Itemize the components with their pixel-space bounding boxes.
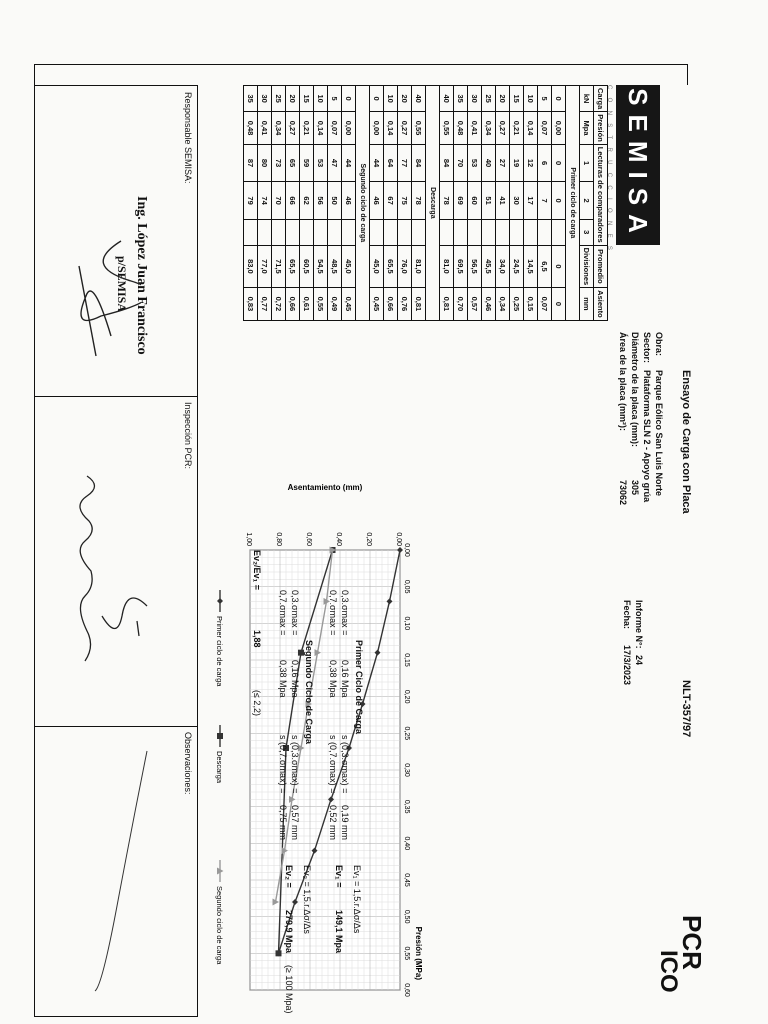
table-cell: 20 <box>398 86 412 112</box>
table-cell: 0,48 <box>244 112 258 145</box>
obra-value: Parque Eólico San Luis Norte <box>654 370 664 497</box>
c2-m1: 0,57 mm <box>290 805 300 841</box>
table-row <box>524 86 538 321</box>
table-cell: 77 <box>398 144 412 182</box>
fecha-value: 17/3/2023 <box>622 645 632 686</box>
x-tick-label: 0,20 <box>403 689 410 704</box>
table-cell <box>272 219 286 245</box>
legend-marker <box>217 733 223 739</box>
table-cell: 5 <box>538 86 552 112</box>
section-title: Primer ciclo de carga <box>566 86 580 321</box>
insp-label: Inspección PCR: <box>183 402 193 470</box>
obra-label: Obra: <box>654 332 664 357</box>
c2-m2: 0,75 mm <box>278 805 288 841</box>
table-row <box>412 86 426 321</box>
resp-company: p/SEMISA <box>115 256 129 313</box>
table-cell: 0,66 <box>286 288 300 321</box>
table-cell: 0,83 <box>244 288 258 321</box>
c2-l1: 0,3.σmax = <box>290 590 300 636</box>
table-cell: 0,27 <box>496 112 510 145</box>
x-tick-label: 0,25 <box>403 726 410 741</box>
table-row <box>342 86 356 321</box>
th-unit: Divisiones <box>580 245 594 288</box>
table-cell: 0,72 <box>272 288 286 321</box>
table-cell: 20 <box>286 86 300 112</box>
y-axis-label: Asentamiento (mm) <box>287 483 363 492</box>
table-cell: 0,41 <box>258 112 272 145</box>
table-cell: 0,14 <box>524 112 538 145</box>
table-cell <box>552 219 566 245</box>
table-cell <box>482 219 496 245</box>
table-cell: 45,5 <box>482 245 496 288</box>
y-tick-label: 0,40 <box>335 532 342 546</box>
table-row <box>286 86 300 321</box>
c1-s2: s (0,7.σmax) = <box>328 735 338 794</box>
ev2-note: (≥ 100 Mpa) <box>284 965 294 1014</box>
table-cell: 79 <box>244 182 258 220</box>
table-cell: 87 <box>244 144 258 182</box>
table-cell <box>454 219 468 245</box>
table-cell: 0 <box>552 144 566 182</box>
insp-signature-icon <box>67 466 157 686</box>
x-tick-label: 0,10 <box>403 616 410 631</box>
table-row <box>538 86 552 321</box>
table-cell: 41 <box>496 182 510 220</box>
readings-table <box>243 85 608 321</box>
y-tick-label: 0,60 <box>305 532 312 546</box>
c1-m1: 0,19 mm <box>340 805 350 841</box>
table-cell: 0,25 <box>510 288 524 321</box>
legend-label: Primer ciclo de carga <box>215 616 224 687</box>
fecha-label: Fecha: <box>622 600 632 630</box>
table-cell: 65,5 <box>286 245 300 288</box>
x-axis-label: Presión (MPa) <box>414 926 423 980</box>
x-tick-label: 0,05 <box>403 579 410 594</box>
table-cell: 27 <box>496 144 510 182</box>
table-cell: 73 <box>272 144 286 182</box>
table-cell: 65 <box>286 144 300 182</box>
table-row <box>454 86 468 321</box>
table-cell: 62 <box>300 182 314 220</box>
table-cell <box>510 219 524 245</box>
table-cell: 0,81 <box>412 288 426 321</box>
c2-s2: s (0,7.σmax) = <box>278 735 288 794</box>
section-title: Segundo ciclo de carga <box>356 86 370 321</box>
table-cell: 0,57 <box>468 288 482 321</box>
table-row <box>482 86 496 321</box>
signature-block <box>34 85 198 1017</box>
ev1-value: 149,1 Mpa <box>334 910 344 954</box>
ev2-formula: Ev₂ = 1,5.r.Δσ/Δs <box>302 865 312 934</box>
table-row <box>328 86 342 321</box>
table-row <box>300 86 314 321</box>
table-cell: 56,5 <box>468 245 482 288</box>
table-cell <box>496 219 510 245</box>
table-row <box>314 86 328 321</box>
table-cell <box>440 219 454 245</box>
table-cell: 0,49 <box>328 288 342 321</box>
table-cell: 10 <box>524 86 538 112</box>
semisa-logo: SEMISA <box>616 85 660 245</box>
c1-l1: 0,3.σmax = <box>340 590 350 636</box>
section-title: Descarga <box>426 86 440 321</box>
th-presion: Presión <box>594 112 608 145</box>
c2-l2: 0,7.σmax = <box>278 590 288 636</box>
th-lecturas: Lecturas de comparadores <box>594 144 608 245</box>
table-row <box>244 86 258 321</box>
x-tick-label: 0,50 <box>403 909 410 924</box>
ico-logo: ICO <box>655 950 682 993</box>
table-cell: 0,48 <box>454 112 468 145</box>
table-row <box>272 86 286 321</box>
table-cell: 0,07 <box>538 112 552 145</box>
table-cell: 24,5 <box>510 245 524 288</box>
y-tick-label: 0,80 <box>275 532 282 546</box>
table-cell <box>384 219 398 245</box>
table-cell: 70 <box>454 144 468 182</box>
table-cell: 30 <box>258 86 272 112</box>
table-row <box>384 86 398 321</box>
table-cell: 53 <box>468 144 482 182</box>
table-cell: 0,45 <box>370 288 384 321</box>
table-cell: 70 <box>272 182 286 220</box>
table-cell: 12 <box>524 144 538 182</box>
ratio-note: (≤ 2,2) <box>252 690 262 716</box>
th-unit: kN <box>580 86 594 112</box>
y-tick-label: 0,00 <box>395 532 402 546</box>
c1-v1: 0,16 Mpa <box>340 660 350 698</box>
table-cell: 0,55 <box>440 112 454 145</box>
table-cell: 15 <box>300 86 314 112</box>
table-cell: 83,0 <box>244 245 258 288</box>
table-cell: 30 <box>510 182 524 220</box>
table-cell: 81,0 <box>440 245 454 288</box>
obs-label: Observaciones: <box>183 732 193 795</box>
table-cell: 34,0 <box>496 245 510 288</box>
x-tick-label: 0,55 <box>403 946 410 961</box>
table-cell <box>538 219 552 245</box>
semisa-logo-subtitle: CONSTRUCCIONES <box>606 85 612 259</box>
c1-s1: s (0,3.σmax) = <box>340 735 350 794</box>
table-cell: 0,41 <box>468 112 482 145</box>
table-cell <box>342 219 356 245</box>
table-cell: 0,66 <box>384 288 398 321</box>
table-row <box>440 86 454 321</box>
table-cell: 35 <box>454 86 468 112</box>
norm-code: NLT-357/97 <box>680 680 692 738</box>
table-cell <box>244 219 258 245</box>
table-cell <box>398 219 412 245</box>
table-cell: 59 <box>300 144 314 182</box>
ev1-formula: Ev₁ = 1,5.r.Δσ/Δs <box>352 865 362 934</box>
pcr-logo: PCR <box>677 915 707 970</box>
table-cell: 0 <box>552 245 566 288</box>
table-cell: 84 <box>440 144 454 182</box>
ratio-value: 1,88 <box>252 630 262 648</box>
table-cell: 60,5 <box>300 245 314 288</box>
table-cell: 45,0 <box>370 245 384 288</box>
table-cell: 60 <box>468 182 482 220</box>
table-cell: 0 <box>552 182 566 220</box>
table-cell: 71,5 <box>272 245 286 288</box>
table-cell: 0,45 <box>342 288 356 321</box>
table-cell: 6 <box>538 144 552 182</box>
table-cell: 20 <box>496 86 510 112</box>
table-row <box>258 86 272 321</box>
table-cell: 0,34 <box>272 112 286 145</box>
informe-value: 24 <box>634 655 644 666</box>
informe-label: Informe N°: <box>634 600 644 649</box>
table-cell: 0,14 <box>384 112 398 145</box>
table-cell: 48,5 <box>328 245 342 288</box>
table-cell: 74 <box>258 182 272 220</box>
x-tick-label: 0,30 <box>403 763 410 777</box>
table-row <box>370 86 384 321</box>
table-cell: 46 <box>342 182 356 220</box>
resp-label: Responsable SEMISA: <box>183 92 193 184</box>
area-label: Área de la placa (mm²): <box>618 332 628 432</box>
table-cell: 35 <box>244 86 258 112</box>
table-cell: 78 <box>412 182 426 220</box>
table-cell: 40 <box>412 86 426 112</box>
table-cell: 77,0 <box>258 245 272 288</box>
th-unit: 2 <box>580 182 594 220</box>
table-cell: 44 <box>370 144 384 182</box>
table-cell: 65,5 <box>384 245 398 288</box>
table-cell: 0,00 <box>552 112 566 145</box>
th-unit: Mpa <box>580 112 594 145</box>
x-tick-label: 0,00 <box>403 543 410 557</box>
sheet-frame <box>34 64 688 85</box>
table-cell: 0,21 <box>510 112 524 145</box>
table-cell: 45,0 <box>342 245 356 288</box>
resp-signature-icon <box>71 236 141 366</box>
table-cell: 75 <box>398 182 412 220</box>
table-cell: 0,55 <box>412 112 426 145</box>
table-cell: 47 <box>328 144 342 182</box>
y-tick-label: 0,20 <box>365 532 372 546</box>
divider-2 <box>35 726 197 727</box>
obs-line-icon <box>87 746 157 996</box>
table-cell: 81,0 <box>412 245 426 288</box>
table-cell: 40 <box>440 86 454 112</box>
table-cell: 25 <box>272 86 286 112</box>
y-tick-label: 1,00 <box>245 532 252 546</box>
table-cell <box>468 219 482 245</box>
table-cell: 0,15 <box>524 288 538 321</box>
x-tick-label: 0,15 <box>403 653 410 667</box>
table-row <box>496 86 510 321</box>
table-cell: 10 <box>384 86 398 112</box>
table-cell: 0,76 <box>398 288 412 321</box>
diametro-label: Diámetro de la placa (mm): <box>630 332 640 448</box>
table-cell: 0,00 <box>342 112 356 145</box>
table-cell <box>314 219 328 245</box>
table-row <box>510 86 524 321</box>
data-point <box>276 950 282 956</box>
table-cell: 69,5 <box>454 245 468 288</box>
table-cell: 66 <box>286 182 300 220</box>
table-row <box>552 86 566 321</box>
table-cell: 25 <box>482 86 496 112</box>
table-cell: 0,55 <box>314 288 328 321</box>
table-cell: 84 <box>412 144 426 182</box>
c1-title: Primer Ciclo de Carga <box>354 640 364 735</box>
x-tick-label: 0,45 <box>403 873 410 887</box>
table-cell: 51 <box>482 182 496 220</box>
table-cell: 0 <box>552 288 566 321</box>
table-cell: 30 <box>468 86 482 112</box>
ratio-label: Ev₂/Ev₁ = <box>252 550 262 590</box>
c2-v1: 0,16 Mpa <box>290 660 300 698</box>
sector-label: Sector: <box>642 332 652 364</box>
table-cell: 40 <box>482 144 496 182</box>
th-unit: 1 <box>580 144 594 182</box>
table-row <box>468 86 482 321</box>
table-cell: 17 <box>524 182 538 220</box>
table-row <box>398 86 412 321</box>
table-cell <box>328 219 342 245</box>
table-cell: 0,07 <box>328 112 342 145</box>
c1-l2: 0,7.σmax = <box>328 590 338 636</box>
table-cell: 67 <box>384 182 398 220</box>
table-cell <box>286 219 300 245</box>
ev2-value: 279,9 Mpa <box>284 910 294 954</box>
c1-m2: 0,52 mm <box>328 805 338 841</box>
table-cell: 10 <box>314 86 328 112</box>
diametro-value: 305 <box>630 480 640 496</box>
table-cell: 64 <box>384 144 398 182</box>
divider-1 <box>35 396 197 397</box>
table-cell: 69 <box>454 182 468 220</box>
legend-label: Segundo ciclo de carga <box>215 886 224 965</box>
table-cell: 15 <box>510 86 524 112</box>
table-cell: 0,61 <box>300 288 314 321</box>
table-cell: 50 <box>328 182 342 220</box>
x-tick-label: 0,35 <box>403 799 410 814</box>
th-unit: mm <box>580 288 594 321</box>
table-cell: 0,00 <box>370 112 384 145</box>
table-cell: 0,07 <box>538 288 552 321</box>
table-cell: 0,27 <box>398 112 412 145</box>
table-cell: 0,21 <box>300 112 314 145</box>
table-cell: 0,70 <box>454 288 468 321</box>
ev2-label: Ev₂ = <box>284 865 294 888</box>
table-cell: 56 <box>314 182 328 220</box>
th-asiento: Asiento <box>594 288 608 321</box>
table-cell: 0,77 <box>258 288 272 321</box>
legend-label: Descarga <box>215 751 224 784</box>
area-value: 73062 <box>618 480 628 506</box>
table-cell: 0,46 <box>482 288 496 321</box>
table-cell: 53 <box>314 144 328 182</box>
c1-v2: 0,38 Mpa <box>328 660 338 698</box>
page-title: Ensayo de Carga con Placa <box>680 370 692 514</box>
table-cell: 0,14 <box>314 112 328 145</box>
table-cell: 14,5 <box>524 245 538 288</box>
c2-s1: s (0,3.σmax) = <box>290 735 300 794</box>
table-cell: 54,5 <box>314 245 328 288</box>
table-cell <box>300 219 314 245</box>
table-cell: 19 <box>510 144 524 182</box>
th-promedio: Promedio <box>594 245 608 288</box>
x-tick-label: 0,40 <box>403 836 410 851</box>
table-cell: 80 <box>258 144 272 182</box>
ev1-label: Ev₁ = <box>334 865 344 888</box>
table-cell: 46 <box>370 182 384 220</box>
table-cell: 0,34 <box>482 112 496 145</box>
table-cell: 5 <box>328 86 342 112</box>
resp-name: Ing. López Juan Francisco <box>134 196 149 355</box>
c2-v2: 0,38 Mpa <box>278 660 288 698</box>
x-tick-label: 0,60 <box>403 983 410 997</box>
table-cell: 0,81 <box>440 288 454 321</box>
table-cell <box>524 219 538 245</box>
table-cell <box>412 219 426 245</box>
table-cell: 0 <box>342 86 356 112</box>
th-carga: Carga <box>594 86 608 112</box>
table-cell: 78 <box>440 182 454 220</box>
table-cell: 7 <box>538 182 552 220</box>
th-unit: 3 <box>580 219 594 245</box>
table-cell: 0 <box>552 86 566 112</box>
sector-value: Plataforma SLN 2 - Apoyo grúa <box>642 370 652 503</box>
table-cell: 44 <box>342 144 356 182</box>
chart-svg <box>203 455 428 1015</box>
table-cell: 76,0 <box>398 245 412 288</box>
legend-marker <box>217 598 223 604</box>
table-cell: 0,27 <box>286 112 300 145</box>
table-cell <box>258 219 272 245</box>
table-cell <box>370 219 384 245</box>
table-cell: 0 <box>370 86 384 112</box>
table-cell: 0,34 <box>496 288 510 321</box>
c2-title: Segundo Ciclo de Carga <box>304 640 314 745</box>
table-cell: 6,5 <box>538 245 552 288</box>
